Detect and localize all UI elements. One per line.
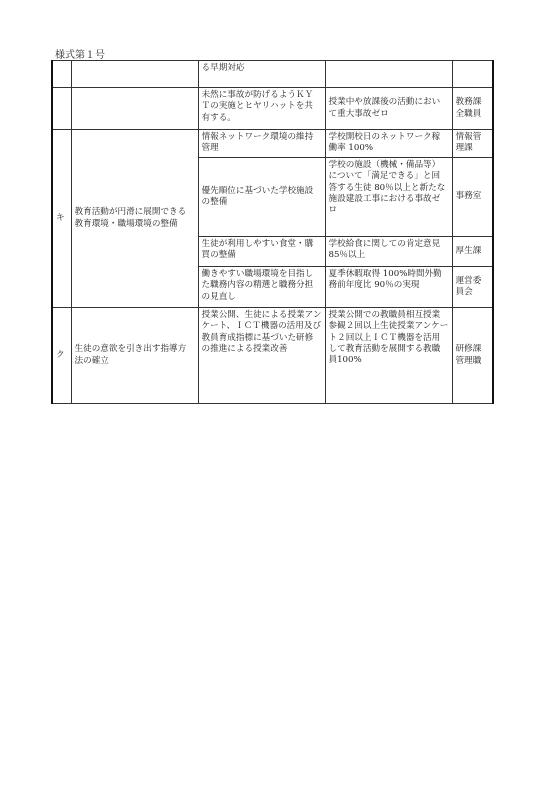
task-cell: 生徒が利用しやすい食堂・購買の整備 [198,237,325,267]
target-cell: 授業公開での教職員相互授業参観２回以上生徒授業アンケート２回以上ＩＣＴ機器を活用して教育活動を展開する教職員100% [325,308,452,404]
task-cell: 働きやすい職場環境を目指した職務内容の精選と職務分担の見直し [198,267,325,308]
dept-cell: 教務課全職員 [452,88,493,130]
mark-cell-empty [52,88,71,130]
plan-table [51,60,494,404]
group-mark: ク [52,308,71,404]
group-title: 生徒の意欲を引き出す指導方法の確立 [71,308,198,404]
dept-cell: 事務室 [452,158,493,237]
target-cell: 学校の施設（機械・備品等）について「満足できる」と回答する生徒 80％以上と新たな施設建設工事における事故ゼロ [325,158,452,237]
goal-title-cell-empty [71,88,198,130]
dept-cell: 情報管理課 [452,130,493,158]
target-cell [325,61,452,88]
table-row [52,61,493,88]
task-cell: 優先順位に基づいた学校施設の整備 [198,158,325,237]
mark-cell-empty [52,61,71,88]
table-row [52,88,493,130]
goal-title-cell-empty [71,61,198,88]
target-cell: 学校開校日のネットワーク稼働率 100% [325,130,452,158]
dept-cell [452,61,493,88]
task-cell: る早期対応 [198,61,325,88]
table-row [52,130,493,158]
target-cell: 学校給食に関しての肯定意見 85％以上 [325,237,452,267]
group-mark: キ [52,130,71,308]
dept-cell: 厚生課 [452,237,493,267]
task-cell: 授業公開、生徒による授業アンケート、ＩＣＴ機器の活用及び教員育成指標に基づいた研修の推進による授業改善 [198,308,325,404]
dept-cell: 運営委員会 [452,267,493,308]
target-cell: 夏季休暇取得 100%時間外勤務前年度比 90％の実現 [325,267,452,308]
dept-cell: 研修課管理職 [452,308,493,404]
task-cell: 情報ネットワーク環境の維持管理 [198,130,325,158]
task-cell: 未然に事故が防げるようＫＹＴの実施とヒヤリハットを共有する。 [198,88,325,130]
table-row [52,308,493,404]
target-cell: 授業中や放課後の活動において重大事故ゼロ [325,88,452,130]
form-number-label: 様式第１号 [55,50,105,61]
group-title: 教育活動が円滑に展開できる教育環境・職場環境の整備 [71,130,198,308]
